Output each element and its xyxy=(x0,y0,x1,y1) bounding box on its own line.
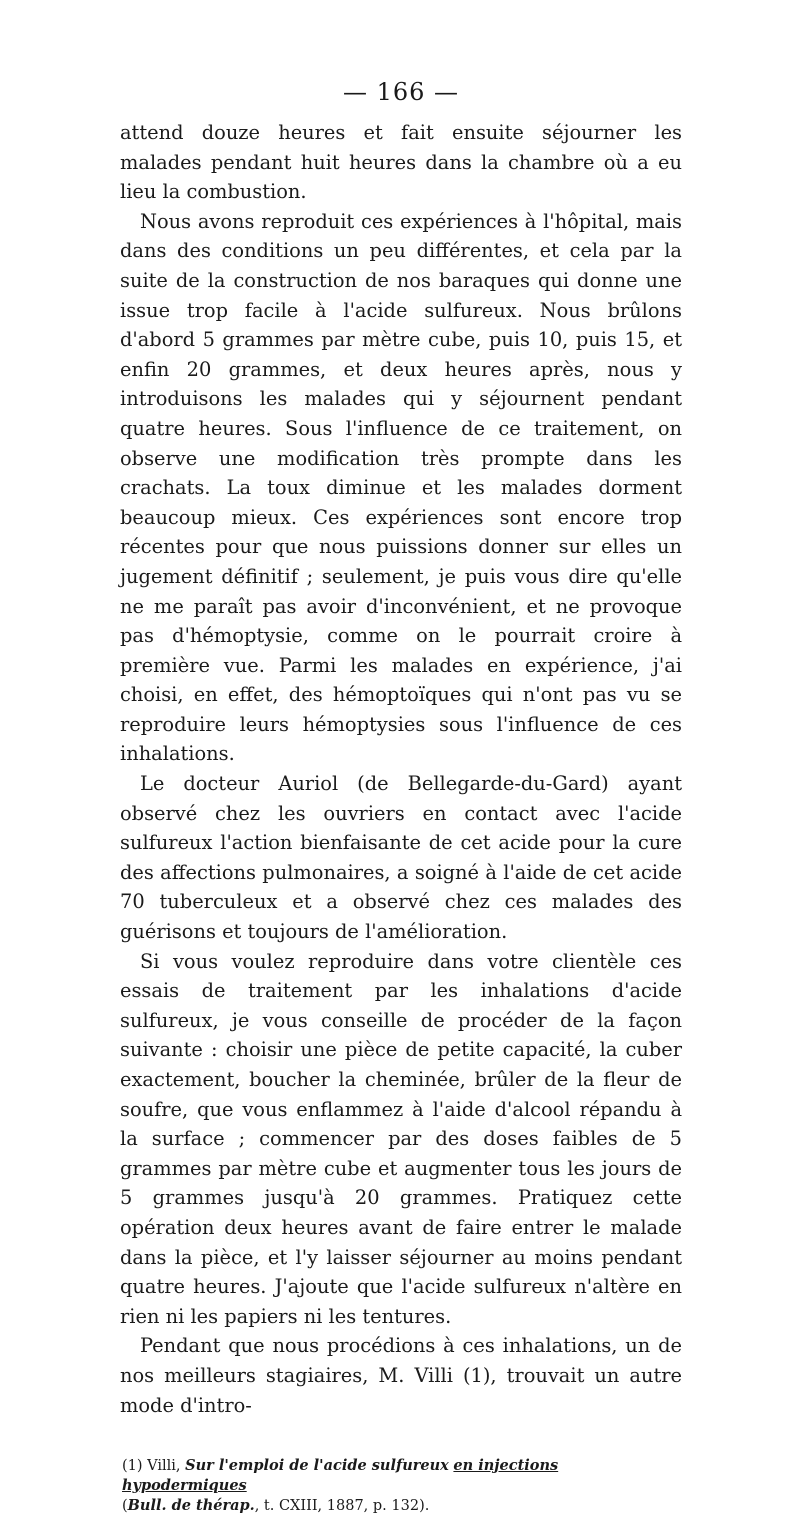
book-page xyxy=(120,78,682,1516)
footnote-title-end: en injections hypodermiques xyxy=(122,1457,559,1495)
footnote-details: , t. CXIII, 1887, p. 132). xyxy=(254,1498,430,1515)
paragraph-3: Le docteur Auriol (de Bellegarde-du-Gard) ayant observé chez les ouvriers en contact avec l'acide sulfureux l'action bienfaisante de cet acide pour la cure des affections pulmonaires, a soigné à l'aide de cet acide 70 tuberculeux et a observé chez ces malades des guérisons et toujours de l'amélioration. xyxy=(120,772,682,944)
paragraph-4: Si vous voulez reproduire dans votre clientèle ces essais de traitement par les inhalations d'acide sulfureux, je vous conseille de procéder de la façon suivante : choisir une pièce de petite capacité, la cuber exactement, boucher la cheminée, brûler de la fleur de soufre, que vous enflammez à l'aide d'alcool répandu à la surface ; commencer par des doses faibles de 5 grammes par mètre cube et augmenter tous les jours de 5 grammes jusqu'à 20 grammes. Pratiquez cette opération deux heures avant de faire entrer le malade dans la pièce, et l'y laisser séjourner au moins pendant quatre heures. J'ajoute que l'acide sulfureux n'altère en rien ni les papiers ni les tentures. xyxy=(120,949,682,1328)
paragraph-2: Nous avons reproduit ces expériences à l'hôpital, mais dans des conditions un peu différentes, et cela par la suite de la construction de nos baraques qui donne une issue trop facile à l'acide sulfureux. Nous brûlons d'abord 5 grammes par mètre cube, puis 10, puis 15, et enfin 20 grammes, et deux heures après, nous y introduisons les malades qui y séjournent pendant quatre heures. Sous l'influence de ce traitement, on observe une modification très prompte dans les crachats. La toux diminue et les malades dorment beaucoup mieux. Ces expériences sont encore trop récentes pour que nous puissions donner sur elles un jugement définitif ; seulement, je puis vous dire qu'elle ne me paraît pas avoir d'inconvénient, et ne provoque pas d'hémoptysie, comme on le pourrait croire à première vue. Parmi les malades en expérience, j'ai choisi, en effet, des hémoptoïques qui n'ont pas vu se reproduire leurs hémoptysies sous l'influence de ces inhalations. xyxy=(120,209,682,766)
footnote-marker: (1) xyxy=(122,1458,143,1475)
page-number: — 166 — xyxy=(342,78,460,106)
footnote-open-paren: ( xyxy=(122,1498,128,1515)
paragraph-1: attend douze heures et fait ensuite séjourner les malades pendant huit heures dans la chambre où a eu lieu la combustion. xyxy=(120,121,682,204)
paragraph-5: Pendant que nous procédions à ces inhalations, un de nos meilleurs stagiaires, M. Villi (1), trouvait un autre mode d'intro- xyxy=(120,1334,682,1417)
footnote-journal: Bull. de thérap. xyxy=(127,1497,255,1515)
footnote-title-start: Sur l'emploi de l'acide sulfureux xyxy=(185,1457,449,1475)
footnote xyxy=(120,1456,682,1516)
footnote-author: Villi, xyxy=(147,1458,181,1475)
